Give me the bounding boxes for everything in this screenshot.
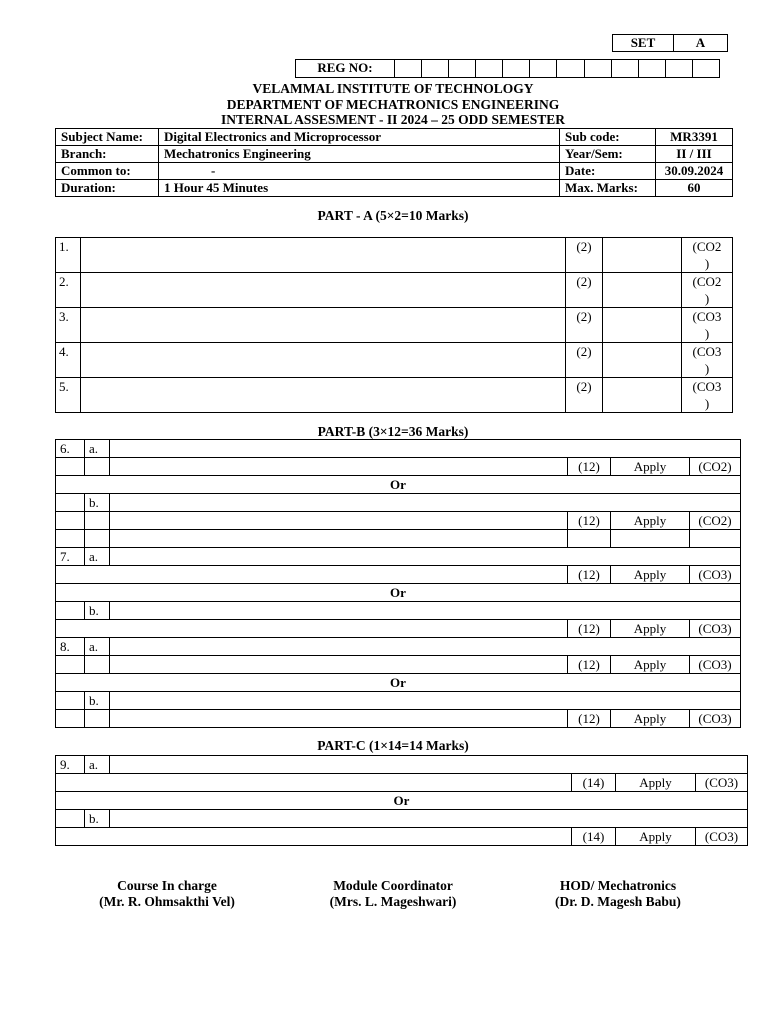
question-level (603, 343, 682, 378)
question-marks: (12) (568, 458, 611, 476)
department-name: DEPARTMENT OF MECHATRONICS ENGINEERING (226, 97, 560, 112)
empty-cell (110, 512, 568, 530)
question-text (110, 602, 741, 620)
subcode-value: MR3391 (656, 129, 733, 146)
question-level: Apply (611, 566, 690, 584)
question-co (682, 238, 733, 273)
reg-digit-cell (611, 60, 638, 78)
empty-cell (56, 710, 85, 728)
date-value: 30.09.2024 (656, 163, 733, 180)
reg-digit-cell (395, 60, 422, 78)
question-co: (CO3) (690, 656, 741, 674)
or-row (56, 674, 741, 692)
part-c-table (55, 755, 748, 846)
sub-question-label: a. (85, 756, 110, 774)
question-row (56, 343, 733, 378)
empty-cell (56, 810, 85, 828)
reg-digit-cell (503, 60, 530, 78)
reg-digit-cell (638, 60, 665, 78)
question-number: 8. (56, 638, 85, 656)
question-marks: (12) (568, 512, 611, 530)
question-row (56, 810, 748, 828)
common-value: - (159, 163, 560, 180)
empty-cell (56, 458, 85, 476)
signature-hod (503, 878, 733, 910)
question-co: (CO2) (690, 512, 741, 530)
branch-value: Mechatronics Engineering (159, 146, 560, 163)
co-text-cont: ) (704, 291, 710, 306)
or-row (56, 476, 741, 494)
empty-cell (110, 656, 568, 674)
empty-cell (56, 620, 568, 638)
question-level: Apply (611, 458, 690, 476)
or-divider: Or (56, 674, 741, 692)
question-level: Apply (611, 512, 690, 530)
empty-cell (85, 656, 110, 674)
question-co: (CO3) (690, 620, 741, 638)
signature-course-incharge (52, 878, 282, 910)
reg-digit-cell (449, 60, 476, 78)
blank-row (56, 530, 741, 548)
reg-no-label: REG NO: (296, 60, 395, 78)
empty-cell (56, 494, 85, 512)
question-number: 3. (56, 308, 81, 343)
empty-cell (56, 566, 568, 584)
question-marks: (12) (568, 566, 611, 584)
empty-cell (611, 530, 690, 548)
reg-digit-cell (692, 60, 719, 78)
question-co: (CO3) (690, 566, 741, 584)
sub-question-label: b. (85, 602, 110, 620)
subcode-label: Sub code: (560, 129, 656, 146)
marks-row (56, 512, 741, 530)
question-text (110, 810, 748, 828)
reg-digit-cell (476, 60, 503, 78)
set-value: A (674, 35, 728, 52)
signature-name: (Mr. R. Ohmsakthi Vel) (99, 894, 235, 909)
question-co (682, 273, 733, 308)
empty-cell (85, 458, 110, 476)
co-text: (CO3 (692, 309, 722, 324)
question-number: 5. (56, 378, 81, 413)
question-marks: (2) (566, 343, 603, 378)
question-level: Apply (611, 710, 690, 728)
question-text (81, 308, 566, 343)
question-co (682, 378, 733, 413)
question-marks: (12) (568, 710, 611, 728)
signature-role: Course In charge (117, 878, 217, 893)
marks-row (56, 566, 741, 584)
co-text-cont: ) (704, 256, 710, 271)
question-co: (CO3) (696, 828, 748, 846)
marks-row (56, 774, 748, 792)
question-marks: (12) (568, 620, 611, 638)
or-divider: Or (56, 792, 748, 810)
question-level: Apply (616, 828, 696, 846)
reg-digit-cell (422, 60, 449, 78)
question-co: (CO3) (696, 774, 748, 792)
part-b-table (55, 439, 741, 728)
reg-digit-cell (557, 60, 584, 78)
subject-label: Subject Name: (56, 129, 159, 146)
question-level (603, 273, 682, 308)
question-text (81, 238, 566, 273)
duration-label: Duration: (56, 180, 159, 197)
question-number: 6. (56, 440, 85, 458)
empty-cell (56, 530, 85, 548)
reg-no-box (295, 59, 720, 78)
question-row (56, 308, 733, 343)
or-row (56, 792, 748, 810)
date-label: Date: (560, 163, 656, 180)
or-row (56, 584, 741, 602)
question-text (110, 548, 741, 566)
question-row (56, 548, 741, 566)
co-text: (CO3 (692, 344, 722, 359)
question-text (110, 494, 741, 512)
question-number: 7. (56, 548, 85, 566)
branch-label: Branch: (56, 146, 159, 163)
signature-name: (Mrs. L. Mageshwari) (329, 894, 457, 909)
co-text: (CO3 (692, 379, 722, 394)
sub-question-label: a. (85, 440, 110, 458)
question-text (81, 343, 566, 378)
part-b-title: PART-B (3×12=36 Marks) (317, 424, 469, 439)
question-level: Apply (611, 620, 690, 638)
empty-cell (85, 512, 110, 530)
question-number: 2. (56, 273, 81, 308)
co-text-cont: ) (704, 361, 710, 376)
empty-cell (568, 530, 611, 548)
maxmarks-value: 60 (656, 180, 733, 197)
question-row (56, 692, 741, 710)
question-marks: (2) (566, 273, 603, 308)
empty-cell (85, 710, 110, 728)
empty-cell (56, 774, 572, 792)
co-text: (CO2 (692, 274, 722, 289)
exam-info-table (55, 128, 733, 197)
question-text (81, 273, 566, 308)
sub-question-label: a. (85, 548, 110, 566)
marks-row (56, 656, 741, 674)
question-text (110, 638, 741, 656)
question-marks: (2) (566, 378, 603, 413)
question-number: 1. (56, 238, 81, 273)
question-marks: (14) (572, 828, 616, 846)
question-level (603, 378, 682, 413)
empty-cell (56, 692, 85, 710)
question-row (56, 273, 733, 308)
signature-role: HOD/ Mechatronics (559, 878, 677, 893)
signature-role: Module Coordinator (333, 878, 453, 893)
or-divider: Or (56, 476, 741, 494)
question-marks: (2) (566, 308, 603, 343)
empty-cell (56, 512, 85, 530)
empty-cell (56, 656, 85, 674)
question-row (56, 494, 741, 512)
question-text (110, 756, 748, 774)
question-marks: (14) (572, 774, 616, 792)
question-text (110, 692, 741, 710)
marks-row (56, 458, 741, 476)
duration-value: 1 Hour 45 Minutes (159, 180, 560, 197)
sub-question-label: a. (85, 638, 110, 656)
question-co (682, 343, 733, 378)
empty-cell (690, 530, 741, 548)
question-level (603, 238, 682, 273)
sub-question-label: b. (85, 494, 110, 512)
part-a-title: PART - A (5×2=10 Marks) (317, 208, 469, 223)
empty-cell (110, 458, 568, 476)
set-box (612, 34, 728, 52)
question-co (682, 308, 733, 343)
yearsem-value: II / III (656, 146, 733, 163)
reg-digit-cell (584, 60, 611, 78)
part-c-title: PART-C (1×14=14 Marks) (317, 738, 469, 753)
question-text (81, 378, 566, 413)
question-number: 4. (56, 343, 81, 378)
question-text (110, 440, 741, 458)
subject-value: Digital Electronics and Microprocessor (159, 129, 560, 146)
question-row (56, 238, 733, 273)
question-row (56, 440, 741, 458)
marks-row (56, 828, 748, 846)
question-level: Apply (616, 774, 696, 792)
institute-name: VELAMMAL INSTITUTE OF TECHNOLOGY (252, 81, 534, 96)
empty-cell (85, 530, 110, 548)
co-text-cont: ) (704, 326, 710, 341)
marks-row (56, 710, 741, 728)
or-divider: Or (56, 584, 741, 602)
reg-digit-cell (530, 60, 557, 78)
question-row (56, 602, 741, 620)
empty-cell (110, 530, 568, 548)
signature-module-coordinator (278, 878, 508, 910)
part-a-table (55, 237, 733, 413)
question-marks: (2) (566, 238, 603, 273)
question-row (56, 378, 733, 413)
question-co: (CO2) (690, 458, 741, 476)
yearsem-label: Year/Sem: (560, 146, 656, 163)
question-row (56, 638, 741, 656)
maxmarks-label: Max. Marks: (560, 180, 656, 197)
exam-title: INTERNAL ASSESMENT - II 2024 – 25 ODD SEMESTER (220, 112, 566, 127)
question-number: 9. (56, 756, 85, 774)
question-level: Apply (611, 656, 690, 674)
empty-cell (56, 828, 572, 846)
signature-name: (Dr. D. Magesh Babu) (555, 894, 681, 909)
question-marks: (12) (568, 656, 611, 674)
sub-question-label: b. (85, 810, 110, 828)
set-label: SET (613, 35, 674, 52)
question-co: (CO3) (690, 710, 741, 728)
question-level (603, 308, 682, 343)
empty-cell (56, 602, 85, 620)
co-text-cont: ) (704, 396, 710, 411)
co-text: (CO2 (692, 239, 722, 254)
common-label: Common to: (56, 163, 159, 180)
reg-digit-cell (665, 60, 692, 78)
marks-row (56, 620, 741, 638)
empty-cell (110, 710, 568, 728)
sub-question-label: b. (85, 692, 110, 710)
question-row (56, 756, 748, 774)
